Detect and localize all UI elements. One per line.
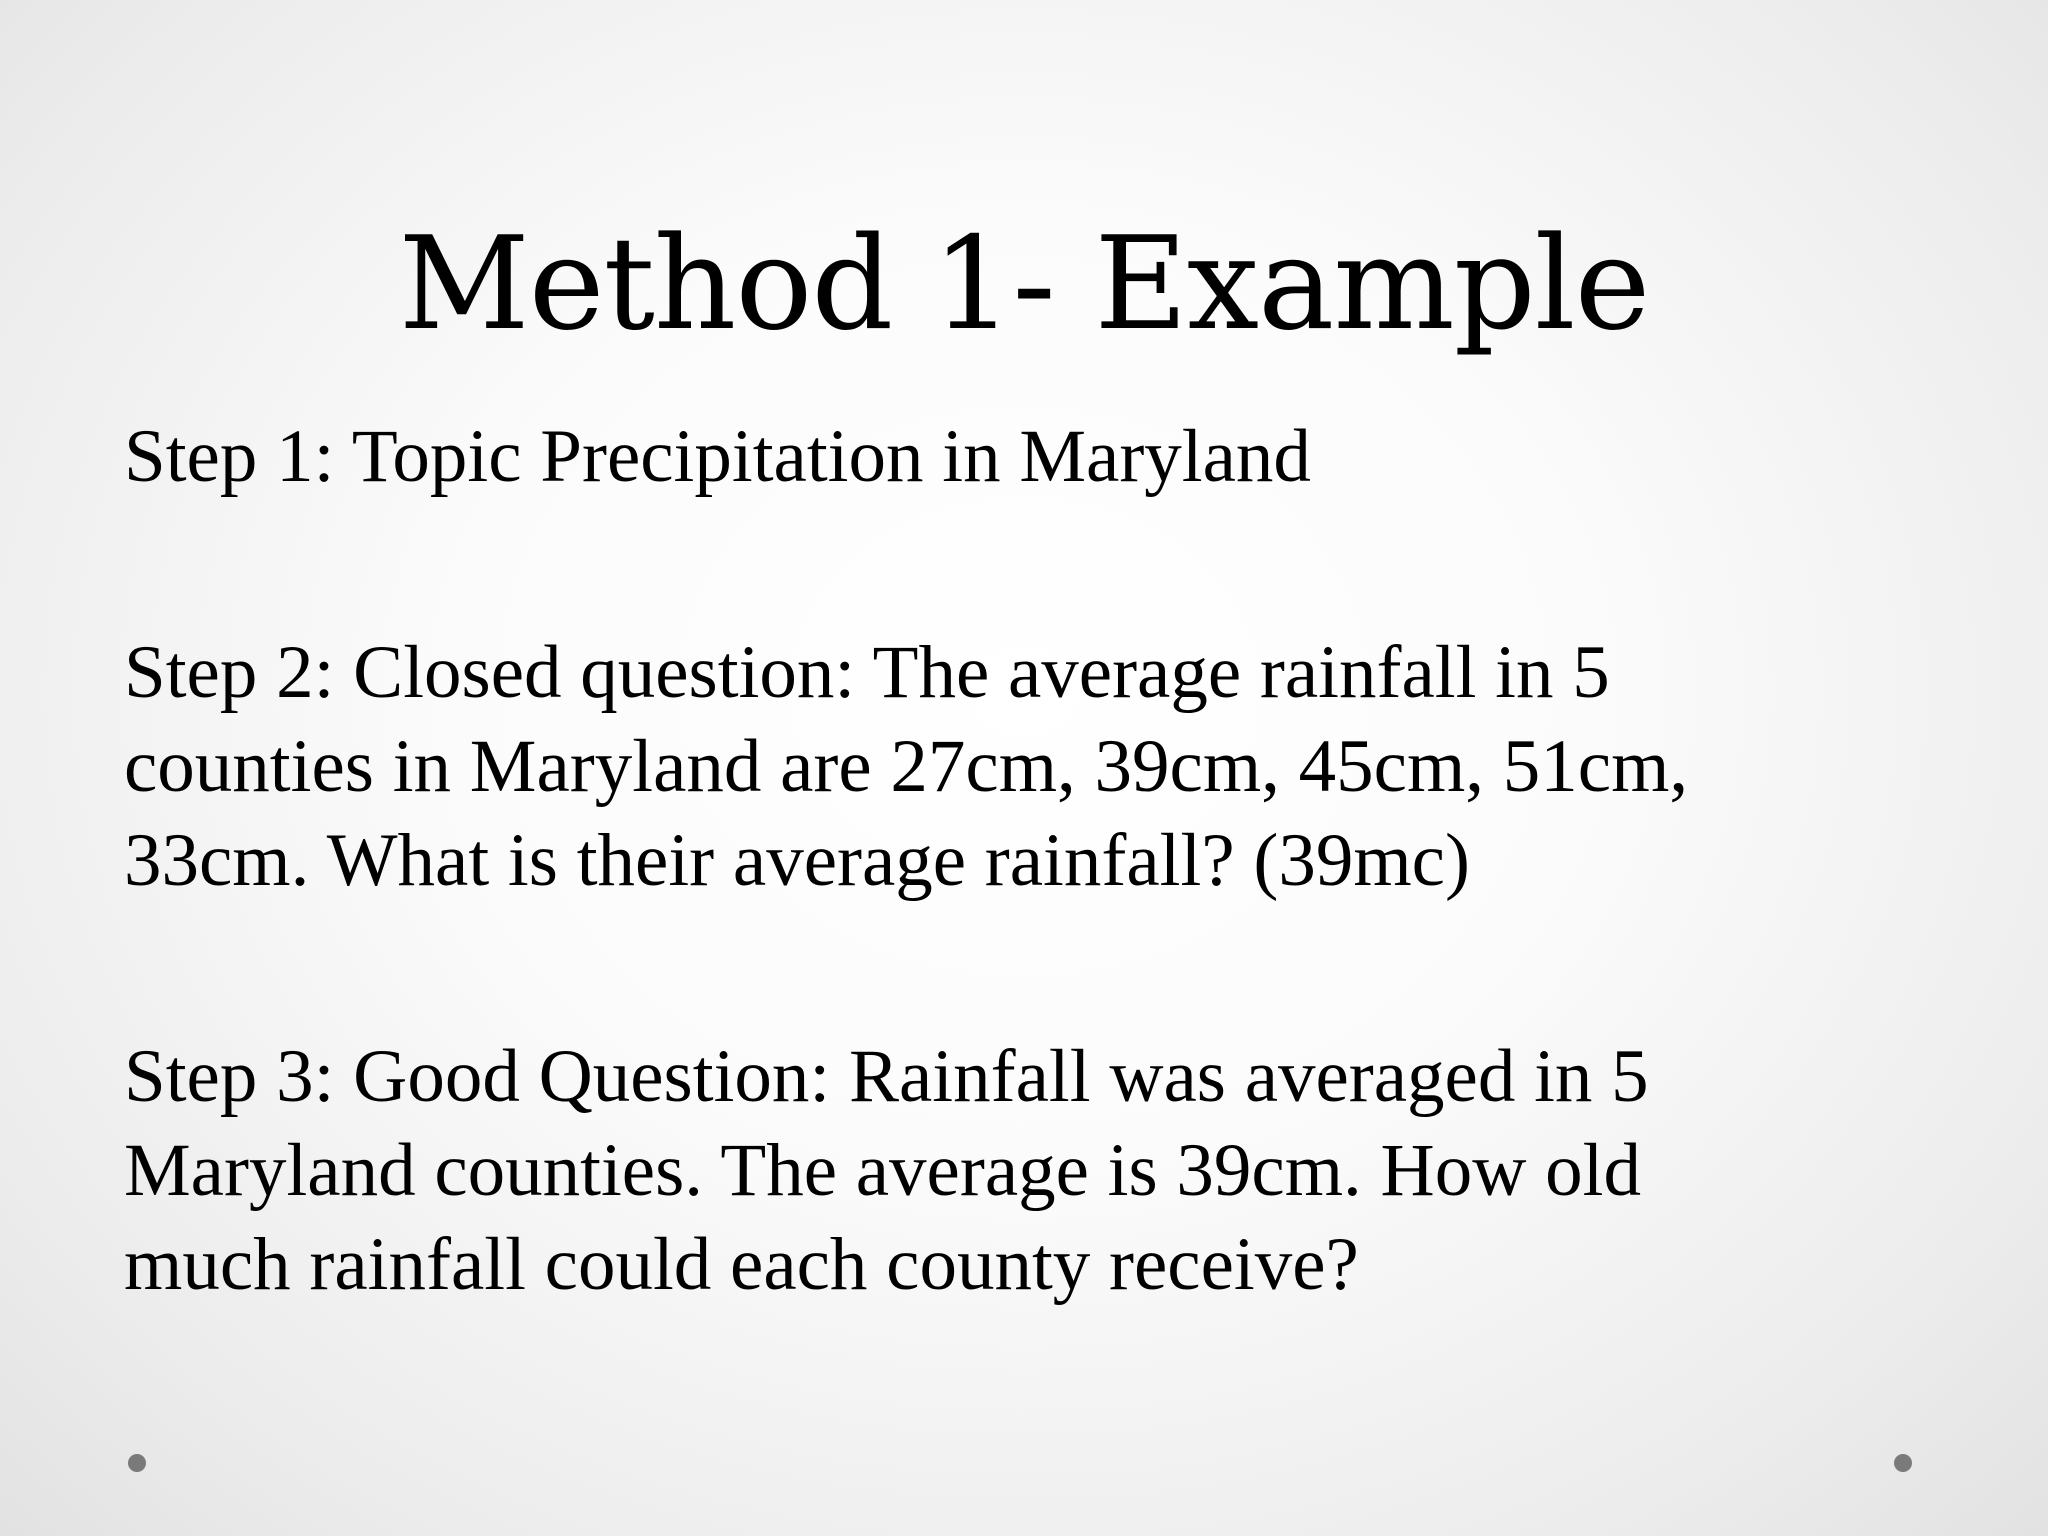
step-3-line-1: Step 3: Good Question: Rainfall was averaged in 5 (124, 1035, 1649, 1118)
step-2-line-3: 33cm. What is their average rainfall? (39mc) (124, 819, 1470, 902)
step-1-line-1: Step 1: Topic Precipitation in Maryland (124, 415, 1311, 498)
step-1-paragraph (124, 410, 1924, 504)
slide-title: Method 1- Example (398, 210, 1650, 359)
step-3-paragraph (124, 1030, 1924, 1312)
step-2-line-1: Step 2: Closed question: The average rainfall in 5 (124, 631, 1610, 714)
step-2-line-2: counties in Maryland are 27cm, 39cm, 45cm, 51cm, (124, 725, 1689, 808)
step-3-line-3: much rainfall could each county receive? (124, 1223, 1359, 1306)
left-dot-ornament (128, 1454, 146, 1472)
slide-body (124, 410, 1924, 1312)
step-2-paragraph (124, 626, 1924, 908)
right-dot-ornament (1894, 1454, 1912, 1472)
step-3-line-2: Maryland counties. The average is 39cm. How old (124, 1129, 1641, 1212)
